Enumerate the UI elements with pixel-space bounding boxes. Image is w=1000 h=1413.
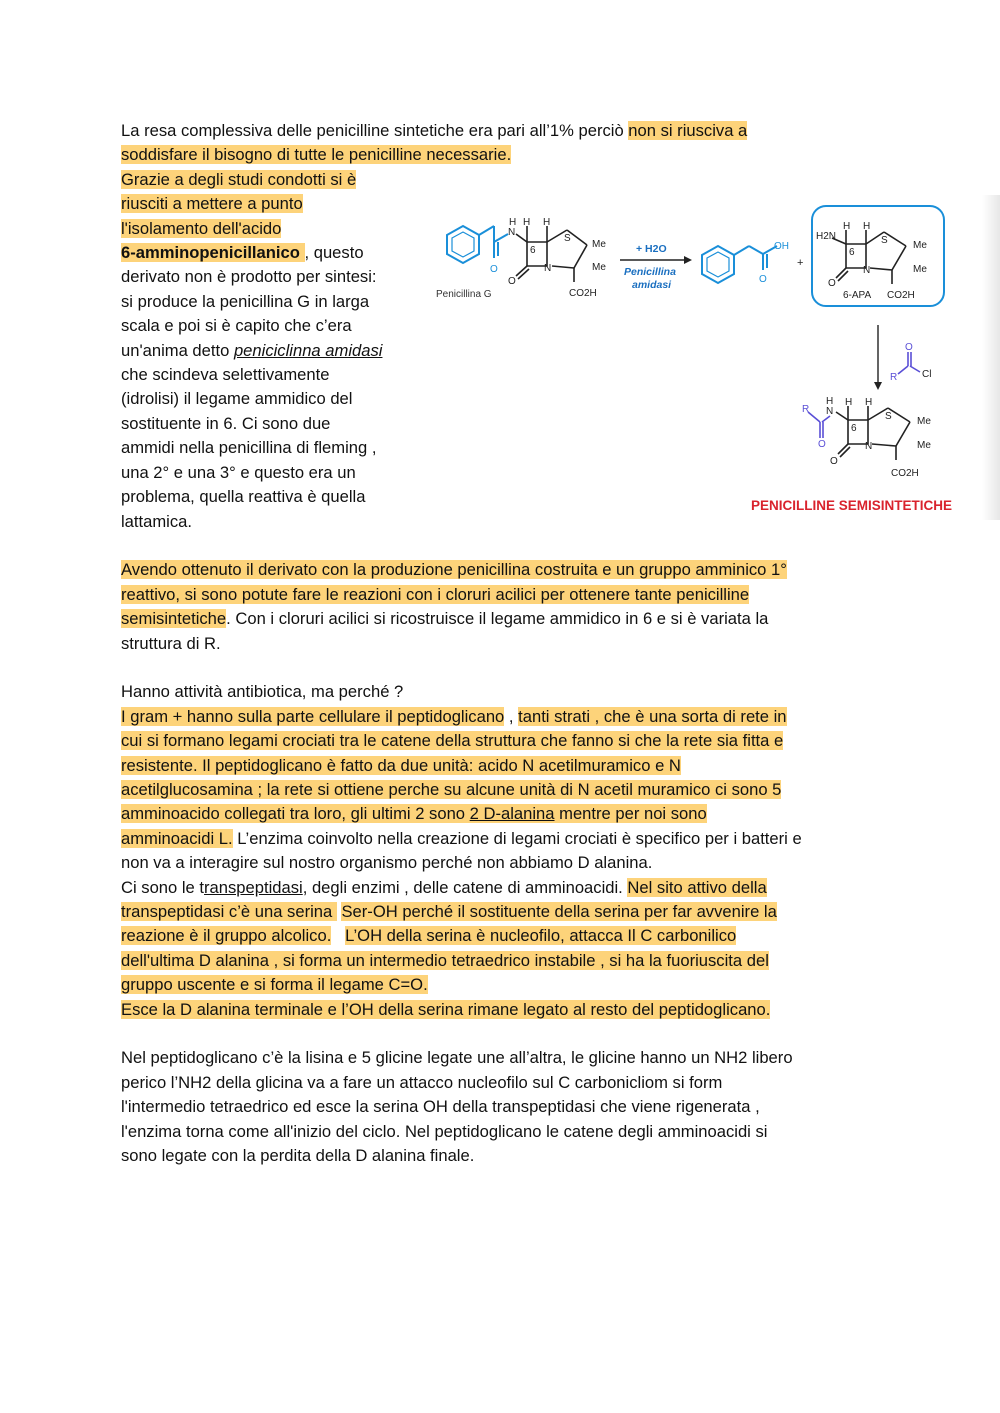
paragraph-line: sostituente in 6. Ci sono due [121,413,331,433]
paragraph-line [121,241,421,265]
bold-term: 6-amminopenicillanico [121,243,305,263]
highlight: cui si formano legami crociati tra le catene della struttura che fanno si che la rete sia fitta e [121,731,784,751]
atom-label: H [826,396,834,407]
arrow-head [874,382,882,390]
atom-label: N [508,227,516,238]
paragraph-line [121,729,891,753]
text [331,926,345,945]
highlight: Nel sito attivo della [627,877,767,897]
paragraph-line [121,217,421,241]
highlight: acetilglucosamina ; la rete si ottiene perche su alcune unità di N acetil muramico ci sono 5 [121,779,782,799]
highlight: riusciti a mettere a punto [121,194,303,214]
atom-label: Me [917,416,931,427]
apa-box [812,206,944,306]
text: , degli enzimi , delle catene di amminoacidi. [302,877,628,897]
paragraph-line [121,998,891,1022]
paragraph-grazie [121,168,421,534]
paragraph-line: problema, quella reattiva è quella [121,487,366,507]
text: un'anima detto [121,340,234,360]
highlight: gruppo uscente e si forma il legame C=O. [121,975,428,995]
paragraph-line [121,876,891,900]
paragraph-line [121,973,891,997]
highlight: I gram + hanno sulla parte cellulare il peptidoglicano [121,706,505,726]
paragraph-resa [121,119,891,143]
highlight: dell'ultima D alanina , si forma un intermedio tetraedrico instabile , si ha la fuoriuscita del [121,950,769,970]
atom-label: Me [592,262,606,273]
highlight: non si riusciva a [628,121,748,140]
semisynthetic-core [836,406,910,460]
text: , [504,706,519,726]
water-label: + H2O [636,243,667,255]
highlight: amminoacido collegati tra loro, gli ultimi 2 sono [121,804,470,824]
paragraph-line: l'enzima torna come all'inizio del ciclo. Nel peptidoglicano le catene degli amminoacidi si [121,1121,768,1141]
apa-label: 6-APA [843,290,872,301]
highlight: reazione è il gruppo alcolico. [121,926,332,946]
text: . Con i cloruri acilici si ricostruisce il legame ammidico in 6 e si è variata la [226,609,769,629]
text: Ci sono le t [121,877,205,897]
highlight: Grazie a degli studi condotti si è [121,169,357,189]
spacer [121,534,891,558]
paragraph-line: una 2° e una 3° e questo era un [121,462,356,482]
atom-label: R [890,372,898,383]
paragraph-line: perico l’NH2 della glicina va a fare un attacco nucleofilo sul C carbonicliom si form [121,1072,723,1092]
atom-label: CO2H [569,288,597,299]
highlight: semisintetiche [121,609,227,629]
atom-label: 6 [849,247,855,258]
highlight: Avendo ottenuto il derivato con la produzione penicillina costruita e un gruppo amminico 1° [121,560,787,580]
atom-label: N [826,406,834,417]
paragraph-line: lattamica. [121,511,193,531]
atom-label: R [802,404,810,415]
highlight: tanti strati , che è una sorta di rete in [518,706,787,726]
benzene-ring-1 [447,226,508,263]
paragraph-line: scala e poi si è capito che c’era [121,316,352,336]
atom-label: Cl [922,369,932,380]
paragraph-line [121,900,891,924]
atom-label: N [544,263,552,274]
paragraph-line: derivato non è prodotto per sintesi: [121,267,377,287]
text: , questo [304,243,364,263]
reaction-scheme [422,190,1000,520]
paragraph-line: ammidi nella penicillina di fleming , [121,438,377,458]
text: L’enzima coinvolto nella creazione di legami crociati è specifico per i batteri e [232,828,802,848]
atom-label: N [863,265,871,276]
atom-label: O [508,276,516,287]
atom-label: H [509,217,517,228]
paragraph-line [121,705,891,729]
plus-sign: + [797,257,804,269]
atom-label: O [818,439,826,450]
highlight: transpeptidasi c’è una serina [121,901,337,921]
paragraph-line [121,558,891,582]
atom-label: N [865,441,873,452]
paragraph-line [121,143,891,167]
atom-label: 6 [530,245,536,256]
highlight: Esce la D alanina terminale e l’OH della serina rimane legato al resto del peptidoglicano. [121,999,771,1019]
paragraph-line: si produce la penicillina G in larga [121,291,370,311]
acyl-chloride [898,352,920,374]
enzyme-label-2: amidasi [632,279,672,291]
paragraph-line [121,192,421,216]
atom-label: S [881,235,888,246]
paragraph-line [121,778,891,802]
atom-label: H [843,221,851,232]
atom-label: H [523,217,531,228]
atom-label: Me [592,239,606,250]
figure-caption: PENICILLINE SEMISINTETICHE [751,498,953,513]
highlight: amminoacidi L. [121,828,233,848]
atom-label: H [845,397,853,408]
enzyme-term: peniciclinna amidasi [233,340,383,360]
atom-label: Me [913,264,927,275]
underlined-term: 2 D-alanina [469,804,555,824]
penicillin-reaction-figure [422,190,1000,520]
penicillin-core-1 [516,226,587,282]
spacer [121,656,891,680]
paragraph-line [121,583,891,607]
paragraph-line [121,607,891,631]
question-line: Hanno attività antibiotica, ma perché ? [121,682,404,702]
atom-label: S [564,233,571,244]
paragraph-line: non va a interagire sul nostro organismo perché non abbiamo D alanina. [121,853,653,873]
atom-label: 6 [851,423,857,434]
paragraph-line [121,168,421,192]
paragraph-line [121,924,891,948]
underlined-term: ranspeptidasi [204,877,303,897]
paragraph-line: sono legate con la perdita della D alanina finale. [121,1146,475,1166]
atom-label: H [863,221,871,232]
atom-label: H [543,217,551,228]
arrow-head [684,256,692,264]
atom-label: CO2H [891,468,919,479]
atom-label: Me [913,240,927,251]
paragraph-line [121,754,891,778]
atom-label: O [830,456,838,467]
atom-label: OH [774,241,789,252]
paragraph-line [121,827,891,851]
highlight: l'isolamento dell'acido [121,218,282,238]
paragraph-line: (idrolisi) il legame ammidico del [121,389,353,409]
paragraph-line: struttura di R. [121,633,221,653]
highlight: Ser-OH perché il sostituente della serina per far avvenire la [341,901,777,921]
paragraph-line [121,949,891,973]
atom-label: O [490,264,498,275]
atom-label: CO2H [887,290,915,301]
enzyme-label-1: Penicillina [624,266,676,278]
atom-label: Me [917,440,931,451]
paragraph-line: che scindeva selettivamente [121,365,330,385]
atom-label: H [865,397,873,408]
atom-label: S [885,411,892,422]
paragraph-line: l'intermedio tetraedrico ed esce la serina OH della transpeptidasi che viene rigenerata , [121,1097,760,1117]
paragraph-line [121,802,891,826]
atom-label: O [759,274,767,285]
highlight: resistente. Il peptidoglicano è fatto da due unità: acido N acetilmuramico e N [121,755,681,775]
paragraph-line [121,339,421,363]
text: La resa complessiva delle penicilline sintetiche era pari all’1% perciò [121,121,629,140]
atom-label: H2N [816,231,837,242]
highlight: L’OH della serina è nucleofilo, attacca Il C carbonilico [345,926,737,946]
penicillin-g-label: Penicillina G [436,289,492,300]
paragraph-line: Nel peptidoglicano c’è la lisina e 5 glicine legate une all’altra, le glicine hanno un NH2 libero [121,1048,793,1068]
atom-label: O [828,278,836,289]
spacer [121,1022,891,1046]
highlight: mentre per noi sono [554,804,707,824]
highlight: soddisfare il bisogno di tutte le penicilline necessarie. [121,145,512,165]
atom-label: O [905,342,913,353]
highlight: reattivo, si sono potute fare le reazioni con i cloruri acilici per ottenere tante penicilline [121,584,750,604]
